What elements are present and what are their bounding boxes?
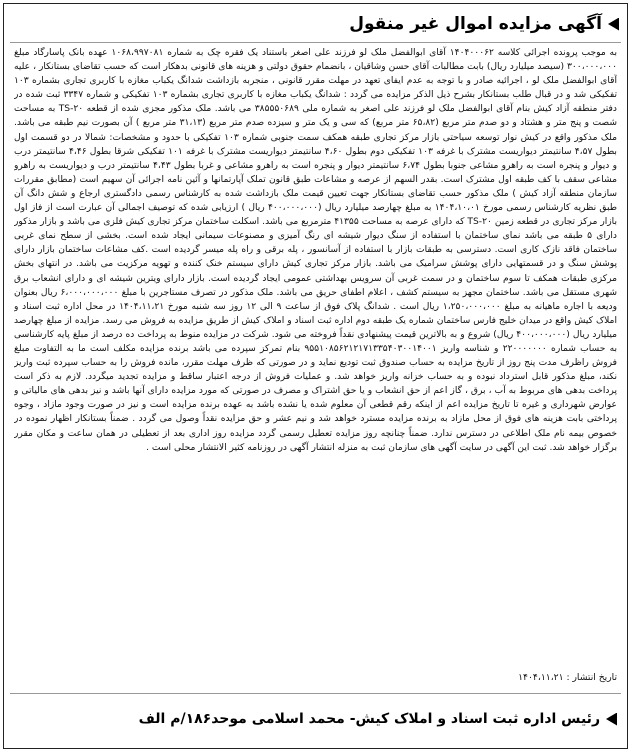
notice-footer: [14, 699, 617, 739]
notice-title: آگهی مزایده اموال غیر منقول: [349, 14, 602, 34]
triangle-marker-icon: [606, 713, 617, 726]
top-divider: [10, 42, 621, 43]
notice-body-text: به موجب پرونده اجرائی کلاسه ۱۴۰۴۰۰۰۶۲ آقای ابوالفضل ملک لو فرزند علی اصغر باستناد یک فقره چک به شماره ۱۰۶۸،۹۹۷۰۸۱ عهده بانک پاسارگاد مبلغ ۳۰۰،۰۰۰،۰۰۰ (سیصد میلیارد ریال) بابت مطالبات آقای حسن وشاقیان ، بانضمام حقوق دولتی و هزینه های قانونی بدهکار است که حسب تقاضای بستانکار ، علیه آقای ابوالفضل ملک لو ، اجرائیه صادر و با توجه به عدم ایفای تعهد در مهلت مقرر قانونی ، منجربه بازداشت شدانگ یکباب مغازه با کاربری تجاری بشماره ۱۰۳ تفکیکی شد و در قبال طلب بستانکار بشرح ذیل الذکر مزایده می گردد : شدانگ یکباب مغازه با کاربری تجاری بشماره ۱۰۳ تفکیکی و شماره ۳۳۴۷ ثبت شده در دفتر منطقه آزاد کیش بنام آقای ابوالفضل ملک لو فرزند علی اصغر به شماره ملی ۳۸۵۵۵۰۶۸۹ می باشد. ملک مذکور مجزی شده از قطعه ۲۰-TS به مساحت شصت و پنج متر و هشتاد و دو صدم متر مربع (۶۵،۸۲ متر مربع) که سی و یک متر و سیزده صدم متر مربع (۳۱،۱۳ متر مربع ) آن بصورت نیم طبقه می باشد. ملک مذکور واقع در کیش نوار توسعه سیاحتی بازار مرکز تجاری طبقه همکف سمت جنوبی شماره ۱۰۳ تفکیکی با حدود و مشخصات: شمالا در دو قسمت اول بطول ۴،۵۷ سانتیمتر دیواریست مشترک با غرفه ۱۰۳ تفکیکی دوم بطول ۴،۶۰ سانتیمتر دیواریست مشترک با غرفه ۱۰۱ تفکیکی شرقا بطول ۴،۴۶ سانتیمتر درب و دیوار و پنجره است به راهرو مشاعی جنوبا بطول ۶،۷۴ سانتیمتر دیوار و پنجره است به راهرو مشاعی و غربا بطول ۴،۴۳ سانتیمتر درب و دیواریست به راهرو مشاعی سقف با کف طبقه اول مشترک است. بقدر السهم از عرصه و مشاعات طبق قانون تملک آپارتمانها و آئین نامه اجرائی آن سهیم است (مطابق مقررات سازمان منطقه آزاد کیش ) ملک مذکور حسب تقاضای بستانکار جهت تعیین قیمت ملک بازداشت شده به کارشناس رسمی دادگستری ارجاع و شش دانگ آن طبق نظریه کارشناس رسمی مورخ ۱۴۰۴،۱۰،۰۱ به مبلغ چهارصد میلیارد ریال (۴۰۰،۰۰۰،۰۰۰ ریال ) ارزیابی شده که توصیف اجمالی آن عبارت است از فاز اول بازار مرکز تجاری در قطعه زمین ۲۰-TS که دارای عرصه به مساحت ۴۱۳۵۵ مترمربع می باشد. اسکلت ساختمان مرکز تجاری کیش فلزی می باشد و بازار مذکور دارای ۵ طبقه می باشد نمای ساختمان با استفاده از سنگ دیوار شیشه ای رنگ آمیزی و مصنوعات سیمانی ایجاد شده است. بخشی از سطح نمای غربی ساختمان فاقد نازک کاری است. دسترسی به طبقات بازار با استفاده از آسانسور ، پله برقی و راه پله میسر گردیده است .کف مشاعات ساختمان بازار دارای پوشش سنگ و در قسمتهایی دارای پوشش سرامیک می باشد. بازار مرکز تجاری کیش دارای سیستم خنک کننده و تهویه مرکزیت می باشد. در انتهای بخش مرکزی طبقات همکف تا سوم ساختمان و در سمت غربی آن سرویس بهداشتی عمومی ایجاد گردیده است. بازار دارای ویترین شیشه ای و دارای انشعاب برق شهری مستقل می باشد. ساختمان مجهز به سیستم کشف ، اعلام اطفای حریق می باشد. ملک مذکور در تصرف مستاجرین با مبلغ ۶،۰۰۰،۰۰۰،۰۰۰ ریال بعنوان ودیعه با اجاره ماهیانه به مبلغ ۱،۲۵۰،۰۰۰،۰۰۰ ریال است . شدانگ پلاک فوق از ساعت ۹ الی ۱۲ روز سه شنبه مورخ ۱۴۰۴،۱۱،۲۱ در محل اداره ثبت اسناد و املاک کیش واقع در میدان خلیج فارس ساختمان شماره یک طبقه دوم اداره ثبت اسناد و املاک کیش از طریق مزایده به فروش می رسد. مزایده از مبلغ چهارصد میلیارد ریال (۴۰۰،۰۰۰،۰۰۰ ریال) شروع و به بالاترین قیمت پیشنهادی نقداً فروخته می شود. شرکت در مزایده منوط به پرداخت ده درصد از مبلغ پایه کارشناسی به حساب شماره ۲۲۰۰۰۰۰۰۰ و شناسه واریز ۹۵۵۱۰۸۵۶۲۱۲۱۷۱۳۳۵۴۰۳۰۰۱۴۰۰۱ بنام تمرکز سپرده می باشد برنده مزایده مکلف است ما به التفاوت مبلغ فروش راظرف مدت پنج روز از تاریخ مزایده به حساب صندوق ثبت تودیع نماید و در صورتی که ظرف مهلت مقرر، مانده فروش را به حساب سپرده ثبت واریز نکند، مبلغ مذکور قابل استرداد نبوده و به حساب خزانه واریز خواهد شد. و عملیات فروش از درجه اعتبار ساقط و مزایده تجدید میگردد. لازم به ذکر است پرداخت بدهی های مربوط به آب ، برق ، گاز اعم از حق انشعاب و یا حق اشتراک و مصرف در صورتی که مورد مزایده دارای آنها باشد و نیز بدهی های مالیاتی و عوارض شهرداری و غیره تا تاریخ مزایده اعم از اینکه رقم قطعی آن معلوم شده یا نشده باشد به عهده برنده مزایده است و نیز در صورت وجود مازاد ، وجوه پرداختی بابت هزینه های فوق از محل مازاد به برنده مزایده مسترد خواهد شد و نیم عشر و حق مزایده نقداً وصول می گردد . ضمناً بستانکار اظهار نموده در خصوص بیمه نام ملک اطلاعی در دسترس ندارد. ضمناً چنانچه روز مزایده تعطیل رسمی گردد مزایده روز اداری بعد از تعطیلی در همان ساعت و مکان مقرر برگزار خواهد شد. ثبت این آگهی در سایت آگهی های سازمان ثبت به منزله انتشار آگهی در روزنامه کثیر الانتشار محلی است .: [14, 48, 617, 453]
signature-line: رئیس اداره ثبت اسناد و املاک کیش- محمد اسلامی موحد۱۸۶/م الف: [138, 711, 600, 727]
notice-body: [14, 46, 617, 672]
notice-header: [349, 10, 619, 38]
bottom-divider: [10, 693, 621, 694]
publication-date: تاریخ انتشار : ۱۴۰۴،۱۱،۲۱: [518, 672, 617, 683]
triangle-marker-icon: [608, 18, 619, 31]
notice-frame: [3, 3, 628, 749]
